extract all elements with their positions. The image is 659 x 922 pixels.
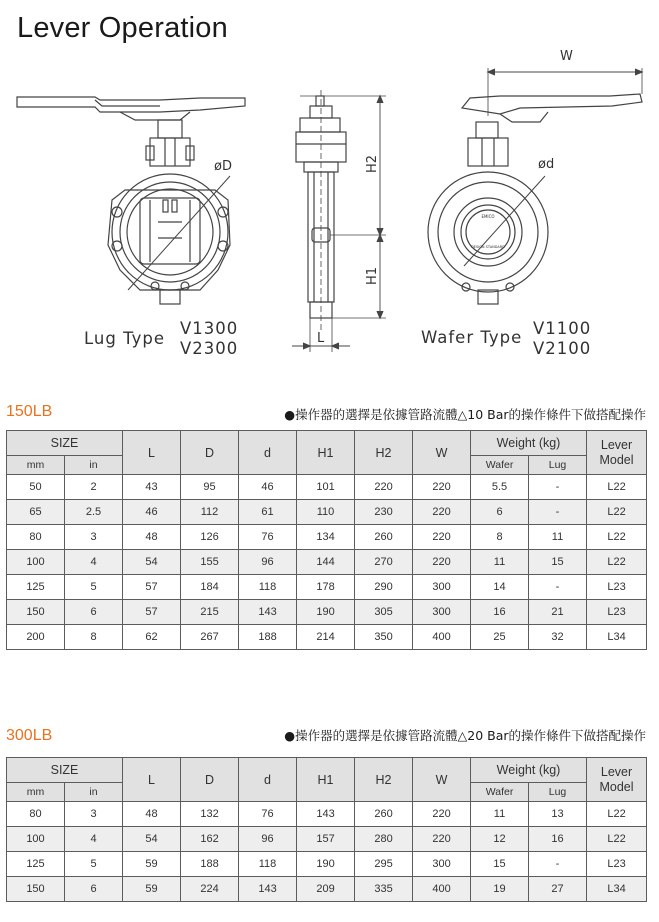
table-cell: L34: [587, 877, 647, 902]
lug-type-valve-drawing: [17, 97, 245, 304]
section-label-150lb: 150LB: [6, 403, 53, 420]
table-cell: 125: [7, 852, 65, 877]
table-cell: 6: [65, 600, 123, 625]
table-cell: 32: [529, 625, 587, 650]
table-cell: L23: [587, 600, 647, 625]
table-cell: 230: [355, 500, 413, 525]
wafer-model-1: V1100: [533, 319, 592, 338]
table-cell: 267: [181, 625, 239, 650]
header-wafer: Wafer: [471, 456, 529, 475]
header-l: L: [123, 431, 181, 475]
table-cell: 16: [529, 827, 587, 852]
table-cell: 188: [239, 625, 297, 650]
table-cell: 200: [7, 625, 65, 650]
table-cell: 118: [239, 575, 297, 600]
table-cell: 76: [239, 802, 297, 827]
table-cell: 54: [123, 550, 181, 575]
header-mm: mm: [7, 456, 65, 475]
table-cell: 132: [181, 802, 239, 827]
table-cell: 188: [181, 852, 239, 877]
header-mm: mm: [7, 783, 65, 802]
table-cell: 143: [239, 877, 297, 902]
table-cell: 220: [413, 525, 471, 550]
spec-table-150lb: [6, 430, 647, 650]
header-d-upper: D: [181, 431, 239, 475]
page-title: Lever Operation: [17, 12, 228, 44]
table-cell: 220: [413, 475, 471, 500]
body-marking-2: DESIGN STANDARD: [471, 245, 505, 249]
table-cell: 59: [123, 852, 181, 877]
header-l: L: [123, 758, 181, 802]
header-h1: H1: [297, 758, 355, 802]
table-cell: 100: [7, 550, 65, 575]
table-cell: -: [529, 475, 587, 500]
table-cell: 43: [123, 475, 181, 500]
table-cell: 54: [123, 827, 181, 852]
table-cell: 5: [65, 575, 123, 600]
dim-h1-label: H1: [365, 266, 380, 285]
header-h1: H1: [297, 431, 355, 475]
table-cell: 214: [297, 625, 355, 650]
table-cell: 59: [123, 877, 181, 902]
table-cell: 100: [7, 827, 65, 852]
lug-model-2: V2300: [180, 339, 239, 358]
header-wafer: Wafer: [471, 783, 529, 802]
table-cell: 61: [239, 500, 297, 525]
table-cell: 46: [239, 475, 297, 500]
table-cell: 5.5: [471, 475, 529, 500]
table-cell: 178: [297, 575, 355, 600]
table-cell: 27: [529, 877, 587, 902]
lug-type-label: Lug Type: [84, 329, 165, 348]
table-cell: 4: [65, 550, 123, 575]
table-row: [7, 475, 647, 500]
table-cell: 21: [529, 600, 587, 625]
table-cell: -: [529, 500, 587, 525]
table-body-150lb: [7, 475, 647, 650]
table-cell: 14: [471, 575, 529, 600]
table-cell: L22: [587, 500, 647, 525]
table-cell: 220: [413, 827, 471, 852]
header-size: SIZE: [7, 431, 123, 456]
table-cell: 118: [239, 852, 297, 877]
header-in: in: [65, 783, 123, 802]
note-150lb: ●操作器的選擇是依據管路流體△10 Bar的操作條件下做搭配操作: [284, 407, 646, 422]
table-cell: 220: [413, 500, 471, 525]
table-cell: 2.5: [65, 500, 123, 525]
table-cell: L22: [587, 475, 647, 500]
table-row: [7, 625, 647, 650]
table-cell: 76: [239, 525, 297, 550]
table-cell: 280: [355, 827, 413, 852]
table-cell: 126: [181, 525, 239, 550]
dim-w-label: W: [560, 49, 573, 64]
header-h2: H2: [355, 758, 413, 802]
table-cell: 50: [7, 475, 65, 500]
table-cell: 184: [181, 575, 239, 600]
table-cell: 305: [355, 600, 413, 625]
header-w: W: [413, 758, 471, 802]
table-cell: 25: [471, 625, 529, 650]
header-size: SIZE: [7, 758, 123, 783]
header-in: in: [65, 456, 123, 475]
table-cell: 48: [123, 525, 181, 550]
table-cell: 134: [297, 525, 355, 550]
table-cell: 190: [297, 852, 355, 877]
table-cell: L23: [587, 575, 647, 600]
side-view-valve-drawing: [292, 90, 386, 352]
table-cell: L22: [587, 525, 647, 550]
table-cell: 3: [65, 525, 123, 550]
table-cell: 143: [297, 802, 355, 827]
table-cell: 95: [181, 475, 239, 500]
table-row: [7, 550, 647, 575]
table-cell: 19: [471, 877, 529, 902]
lug-model-1: V1300: [180, 319, 239, 338]
section-label-300lb: 300LB: [6, 727, 53, 744]
spec-table-300lb: [6, 757, 647, 902]
table-cell: 96: [239, 550, 297, 575]
table-cell: 110: [297, 500, 355, 525]
table-cell: -: [529, 852, 587, 877]
table-cell: 144: [297, 550, 355, 575]
table-cell: 290: [355, 575, 413, 600]
table-cell: 8: [471, 525, 529, 550]
table-cell: 220: [413, 802, 471, 827]
table-cell: 300: [413, 575, 471, 600]
table-row: [7, 500, 647, 525]
wafer-type-label: Wafer Type: [421, 328, 523, 347]
header-weight: Weight (kg): [471, 431, 587, 456]
table-cell: 15: [529, 550, 587, 575]
table-cell: 270: [355, 550, 413, 575]
table-cell: 224: [181, 877, 239, 902]
table-body-300lb: [7, 802, 647, 902]
table-cell: 11: [529, 525, 587, 550]
table-cell: 150: [7, 877, 65, 902]
table-cell: 143: [239, 600, 297, 625]
table-row: [7, 525, 647, 550]
table-cell: 16: [471, 600, 529, 625]
table-cell: 157: [297, 827, 355, 852]
wafer-type-valve-drawing: [428, 68, 642, 304]
table-cell: 65: [7, 500, 65, 525]
table-cell: 220: [413, 550, 471, 575]
table-cell: 6: [471, 500, 529, 525]
table-cell: 80: [7, 525, 65, 550]
dim-l-label: L: [317, 331, 325, 346]
table-cell: 12: [471, 827, 529, 852]
dim-h2-label: H2: [365, 154, 380, 173]
table-cell: 300: [413, 600, 471, 625]
header-w: W: [413, 431, 471, 475]
header-lug: Lug: [529, 456, 587, 475]
table-row: [7, 575, 647, 600]
table-cell: 150: [7, 600, 65, 625]
dim-D-label: øD: [214, 159, 232, 174]
table-cell: 400: [413, 625, 471, 650]
header-h2: H2: [355, 431, 413, 475]
table-cell: 6: [65, 877, 123, 902]
header-d-lower: d: [239, 431, 297, 475]
header-lever-model: Lever Model: [587, 431, 647, 475]
table-cell: 155: [181, 550, 239, 575]
dim-d-label: ød: [538, 157, 555, 172]
table-row: [7, 827, 647, 852]
table-row: [7, 802, 647, 827]
table-cell: L23: [587, 852, 647, 877]
table-cell: 190: [297, 600, 355, 625]
table-cell: L22: [587, 827, 647, 852]
header-d-upper: D: [181, 758, 239, 802]
table-cell: 96: [239, 827, 297, 852]
table-cell: 220: [355, 475, 413, 500]
table-row: [7, 852, 647, 877]
table-cell: 11: [471, 802, 529, 827]
table-cell: 57: [123, 575, 181, 600]
header-weight: Weight (kg): [471, 758, 587, 783]
table-row: [7, 877, 647, 902]
table-cell: 295: [355, 852, 413, 877]
table-cell: 112: [181, 500, 239, 525]
table-cell: 48: [123, 802, 181, 827]
table-cell: 400: [413, 877, 471, 902]
table-cell: L22: [587, 550, 647, 575]
body-marking-1: EMICO: [481, 214, 495, 219]
table-cell: 162: [181, 827, 239, 852]
table-cell: 11: [471, 550, 529, 575]
table-cell: 215: [181, 600, 239, 625]
note-300lb: ●操作器的選擇是依據管路流體△20 Bar的操作條件下做搭配操作: [284, 728, 646, 743]
table-cell: 101: [297, 475, 355, 500]
table-cell: 5: [65, 852, 123, 877]
table-cell: 80: [7, 802, 65, 827]
table-cell: 300: [413, 852, 471, 877]
header-d-lower: d: [239, 758, 297, 802]
table-cell: L22: [587, 802, 647, 827]
header-lever-model: Lever Model: [587, 758, 647, 802]
table-cell: 335: [355, 877, 413, 902]
wafer-model-2: V2100: [533, 339, 592, 358]
table-row: [7, 600, 647, 625]
table-cell: 62: [123, 625, 181, 650]
table-cell: 46: [123, 500, 181, 525]
header-lug: Lug: [529, 783, 587, 802]
table-cell: -: [529, 575, 587, 600]
table-cell: 3: [65, 802, 123, 827]
table-cell: 209: [297, 877, 355, 902]
table-cell: 13: [529, 802, 587, 827]
table-cell: 260: [355, 525, 413, 550]
valve-diagram: [0, 40, 659, 375]
table-cell: 125: [7, 575, 65, 600]
table-cell: 8: [65, 625, 123, 650]
table-cell: 2: [65, 475, 123, 500]
table-cell: 15: [471, 852, 529, 877]
table-cell: 350: [355, 625, 413, 650]
table-cell: L34: [587, 625, 647, 650]
table-cell: 4: [65, 827, 123, 852]
table-cell: 260: [355, 802, 413, 827]
table-cell: 57: [123, 600, 181, 625]
